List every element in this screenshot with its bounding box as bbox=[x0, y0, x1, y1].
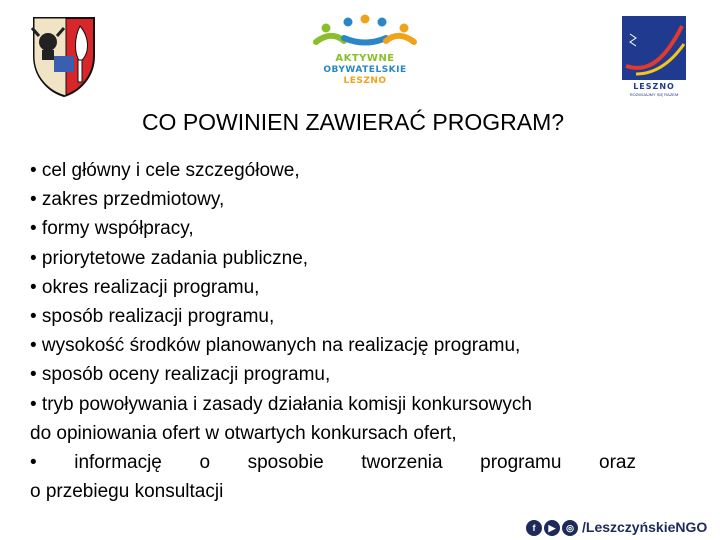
list-item: • zakres przedmiotowy, bbox=[30, 189, 225, 211]
leszno-logo-mark bbox=[622, 16, 686, 80]
people-figures-icon bbox=[300, 14, 430, 54]
youtube-icon[interactable]: ▶ bbox=[544, 520, 560, 536]
list-item: • informację o sposobie tworzenia programu oraz bbox=[30, 452, 636, 474]
facebook-icon[interactable]: f bbox=[526, 520, 542, 536]
aktywne-obywatelskie-leszno-logo bbox=[300, 14, 430, 94]
list-item: • okres realizacji programu, bbox=[30, 276, 260, 298]
list-item: o przebiegu konsultacji bbox=[30, 481, 224, 503]
logo-line-obywatelskie: OBYWATELSKIE bbox=[323, 65, 407, 75]
leszno-logo-tagline: ROZWIJAJMY SIĘ RAZEM bbox=[629, 92, 679, 97]
city-coat-of-arms bbox=[28, 12, 100, 98]
slide-title: CO POWINIEN ZAWIERAĆ PROGRAM? bbox=[141, 109, 565, 135]
list-item: • sposób oceny realizacji programu, bbox=[30, 364, 331, 386]
instagram-icon[interactable]: ◎ bbox=[562, 520, 578, 536]
list-item: • priorytetowe zadania publiczne, bbox=[30, 247, 309, 269]
leszno-logo-name: LESZNO bbox=[633, 82, 675, 91]
leszno-city-logo bbox=[622, 16, 686, 97]
list-item: • wysokość środków planowanych na realizację programu, bbox=[30, 335, 521, 357]
list-item: • sposób realizacji programu, bbox=[30, 306, 275, 328]
list-item: • cel główny i cele szczegółowe, bbox=[30, 160, 300, 181]
list-item: do opiniowania ofert w otwartych konkursach ofert, bbox=[30, 422, 457, 444]
social-handle: /LeszczyńskieNGO bbox=[582, 519, 708, 535]
logo-line-aktywne: AKTYWNE bbox=[335, 53, 395, 64]
list-item: • formy współpracy, bbox=[30, 218, 194, 240]
program-contents-list bbox=[30, 156, 636, 506]
list-item: • tryb powoływania i zasady działania komisji konkursowych bbox=[30, 393, 532, 415]
logo-line-leszno: LESZNO bbox=[343, 76, 387, 86]
